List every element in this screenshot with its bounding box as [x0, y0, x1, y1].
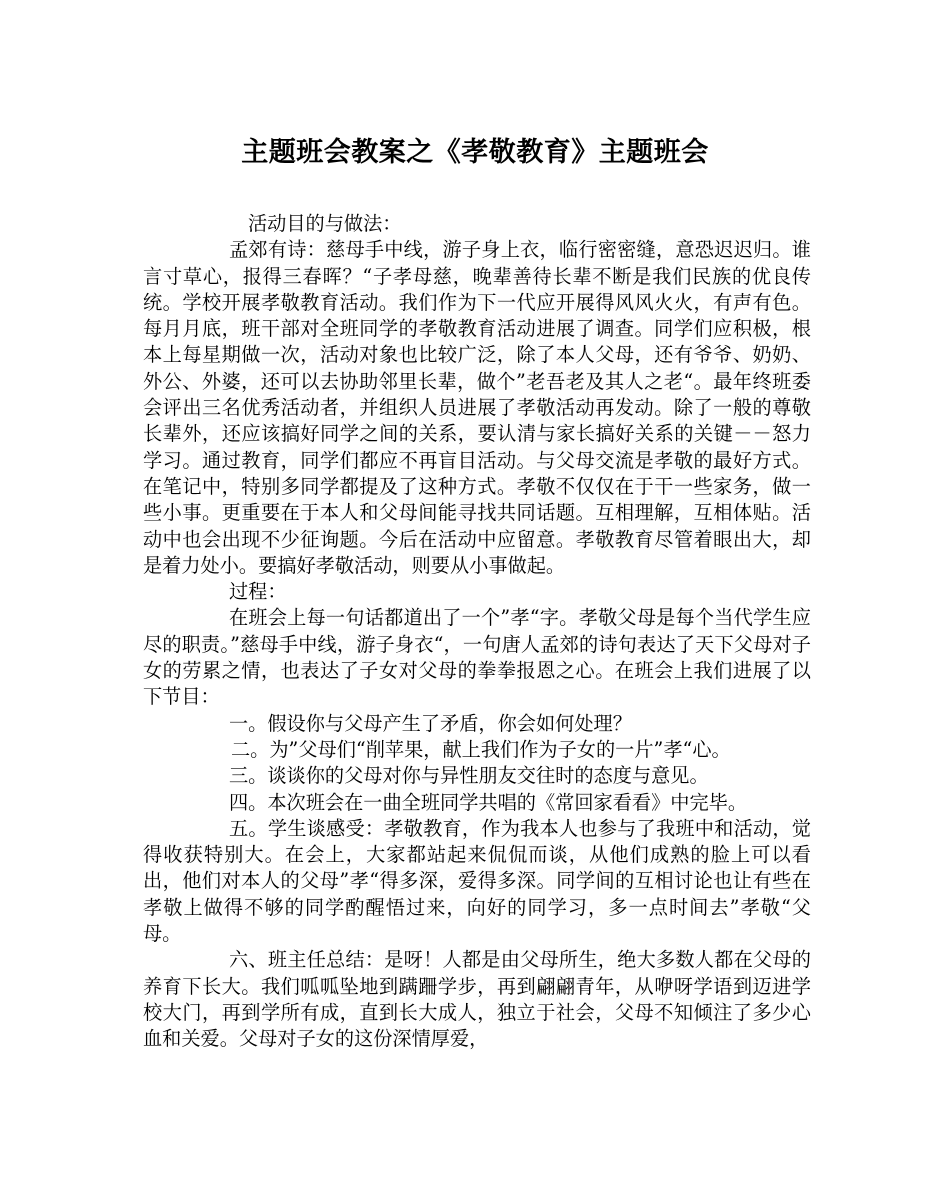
- paragraph-purpose-text: 孟郊有诗：慈母手中线，游子身上衣，临行密密缝，意恐迟迟归。谁言寸草心，报得三春晖？“子孝母慈，晚辈善待长辈不断是我们民族的优良传统。学校开展孝敬教育活动。我们作为下一代应开展得风风火火，有声有色。每月月底，班干部对全班同学的孝敬教育活动进展了调查。同学们应积极，根本上每星期做一次，活动对象也比较广泛，除了本人父母，还有爷爷、奶奶、外公、外婆，还可以去协助邻里长辈，做个”老吾老及其人之老“。最年终班委会评出三名优秀活动者，并组织人员进展了孝敬活动再发动。除了一般的尊敬长辈外，还应该搞好同学之间的关系，要认清与家长搞好关系的关键－－怒力学习。通过教育，同学们都应不再盲目活动。与父母交流是孝敬的最好方式。在笔记中，特别多同学都提及了这种方式。孝敬不仅仅在于干一些家务，做一些小事。更重要在于本人和父母间能寻找共同话题。互相理解，互相体贴。活动中也会出现不少征询题。今后在活动中应留意。孝敬教育尽管着眼出大，却是着力处小。要搞好孝敬活动，则要从小事做起。: [143, 238, 811, 577]
- paragraph-item-1: 一。假设你与父母产生了矛盾，你会如何处理？: [229, 711, 632, 735]
- paragraph-item-2: 二。为”父母们“削苹果，献上我们作为子女的一片”孝“心。: [231, 737, 731, 761]
- paragraph-item-4: 四。本次班会在一曲全班同学共唱的《常回家看看》中完毕。: [229, 790, 748, 814]
- paragraph-item-5: 五。学生谈感受：孝敬教育，作为我本人也参与了我班中和活动，觉得收获特别大。在会上，大家都站起来侃侃而谈，从他们成熟的脸上可以看出，他们对本人的父母”孝“得多深，爱得多深。同学间的互相讨论也让有些在孝敬上做得不够的同学酌醒悟过来，向好的同学习，多一点时间去”孝敬“父母。: [143, 816, 811, 946]
- document-body: [143, 211, 811, 1053]
- paragraph-purpose-heading: 活动目的与做法：: [248, 212, 402, 235]
- document-title: 主题班会教案之《孝敬教育》主题班会: [241, 137, 709, 168]
- paragraph-item-6: 六、班主任总结：是呀！人都是由父母所生，绝大多数人都在父母的养育下长大。我们呱呱坠地到蹒跚学步，再到翩翩青年，从咿呀学语到迈进学校大门，再到学所有成，直到长大成人，独立于社会，父母不知倾注了多少心血和关爱。父母对子女的这份深情厚爱，: [143, 948, 811, 1051]
- paragraph-process-text: 在班会上每一句话都道出了一个”孝“字。孝敬父母是每个当代学生应尽的职责。”慈母手中线，游子身衣“，一句唐人孟郊的诗句表达了天下父母对子女的劳累之情，也表达了子女对父母的拳拳报恩之心。在班会上我们进展了以下节目：: [143, 606, 811, 709]
- paragraph-process-heading: 过程：: [229, 580, 287, 604]
- paragraph-item-3: 三。谈谈你的父母对你与异性朋友交往时的态度与意见。: [229, 764, 709, 788]
